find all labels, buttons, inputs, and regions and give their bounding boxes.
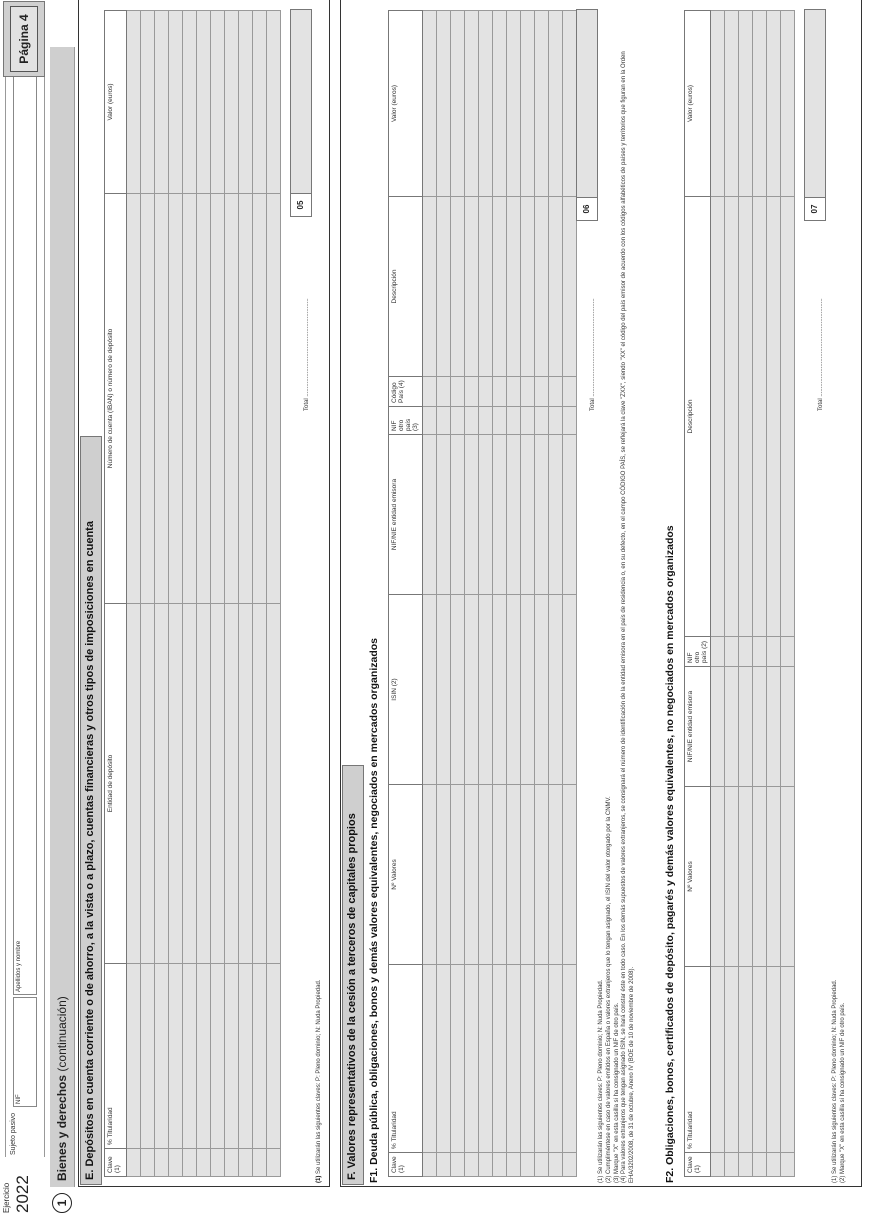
table-row [211, 11, 225, 1177]
table-row [436, 11, 450, 1177]
input-cell[interactable] [506, 595, 520, 785]
f1-col-isin: ISIN (2) [389, 595, 423, 785]
section-f-title: F. Valores representativos de la cesión a terceros de capitales propios [346, 813, 358, 1180]
input-cell[interactable] [450, 377, 464, 407]
input-cell[interactable] [155, 1149, 169, 1177]
input-cell[interactable] [492, 965, 506, 1153]
input-cell[interactable] [211, 604, 225, 964]
input-cell[interactable] [450, 11, 464, 197]
input-cell[interactable] [520, 197, 534, 377]
input-cell[interactable] [422, 407, 436, 435]
input-cell[interactable] [239, 604, 253, 964]
table-row [422, 11, 436, 1177]
input-cell[interactable] [225, 11, 239, 194]
input-cell[interactable] [141, 11, 155, 194]
input-cell[interactable] [422, 965, 436, 1153]
input-cell[interactable] [753, 1153, 767, 1177]
input-cell[interactable] [492, 407, 506, 435]
table-row [781, 11, 795, 1177]
input-cell[interactable] [492, 595, 506, 785]
col-iban: Número de cuenta (IBAN) o número de depósito [105, 194, 127, 604]
input-cell[interactable] [478, 965, 492, 1153]
f1-col-nif-otro: NIF otro país (3) [389, 407, 423, 435]
sujeto-pasivo-label: Sujeto pasivo [10, 1112, 17, 1155]
table-row [711, 11, 725, 1177]
input-cell[interactable] [183, 11, 197, 194]
table-row [267, 11, 281, 1177]
input-cell[interactable] [464, 1153, 478, 1177]
input-cell[interactable] [478, 1153, 492, 1177]
table-row [155, 11, 169, 1177]
input-cell[interactable] [436, 595, 450, 785]
input-cell[interactable] [225, 194, 239, 604]
input-cell[interactable] [225, 1149, 239, 1177]
input-cell[interactable] [239, 11, 253, 194]
input-cell[interactable] [562, 1153, 576, 1177]
input-cell[interactable] [267, 11, 281, 194]
total-f1-code: 06 [576, 197, 598, 221]
input-cell[interactable] [197, 604, 211, 964]
input-cell[interactable] [753, 787, 767, 967]
input-cell[interactable] [548, 377, 562, 407]
input-cell[interactable] [422, 595, 436, 785]
input-cell[interactable] [739, 197, 753, 637]
f2-col-nif-otro: NIF otro país (2) [685, 637, 711, 667]
table-row [253, 11, 267, 1177]
input-cell[interactable] [520, 595, 534, 785]
input-cell[interactable] [253, 604, 267, 964]
input-cell[interactable] [436, 1153, 450, 1177]
input-cell[interactable] [436, 965, 450, 1153]
input-cell[interactable] [725, 637, 739, 667]
input-cell[interactable] [534, 785, 548, 965]
input-cell[interactable] [155, 11, 169, 194]
input-cell[interactable] [155, 604, 169, 964]
input-cell[interactable] [548, 435, 562, 595]
section-e-title-bar [80, 436, 102, 1185]
table-row [506, 11, 520, 1177]
input-cell[interactable] [562, 11, 576, 197]
input-cell[interactable] [520, 435, 534, 595]
input-cell[interactable] [767, 197, 781, 637]
section-f-title-bar [342, 765, 364, 1185]
section-e-table [104, 10, 281, 1177]
input-cell[interactable] [464, 407, 478, 435]
input-cell[interactable] [534, 965, 548, 1153]
input-cell[interactable] [562, 595, 576, 785]
input-cell[interactable] [767, 967, 781, 1153]
col-valor: Valor (euros) [105, 11, 127, 194]
f2-col-titularidad: % Titularidad [685, 967, 711, 1153]
ejercicio-label: Ejercicio [2, 1182, 11, 1213]
input-cell[interactable] [183, 1149, 197, 1177]
input-cell[interactable] [141, 964, 155, 1149]
input-cell[interactable] [725, 197, 739, 637]
input-cell[interactable] [183, 194, 197, 604]
input-cell[interactable] [520, 11, 534, 197]
input-cell[interactable] [197, 964, 211, 1149]
table-row [534, 11, 548, 1177]
input-cell[interactable] [211, 964, 225, 1149]
input-cell[interactable] [520, 1153, 534, 1177]
table-row [520, 11, 534, 1177]
input-cell[interactable] [155, 194, 169, 604]
input-cell[interactable] [753, 197, 767, 637]
input-cell[interactable] [506, 377, 520, 407]
input-cell[interactable] [422, 1153, 436, 1177]
input-cell[interactable] [534, 407, 548, 435]
input-cell[interactable] [711, 11, 725, 197]
input-cell[interactable] [492, 197, 506, 377]
table-row [492, 11, 506, 1177]
input-cell[interactable] [464, 595, 478, 785]
total-e-field[interactable] [290, 9, 312, 194]
input-cell[interactable] [548, 785, 562, 965]
input-cell[interactable] [711, 967, 725, 1153]
f1-col-titularidad: % Titularidad [389, 965, 423, 1153]
input-cell[interactable] [239, 194, 253, 604]
table-row [548, 11, 562, 1177]
input-cell[interactable] [225, 604, 239, 964]
input-cell[interactable] [520, 785, 534, 965]
input-cell[interactable] [562, 197, 576, 377]
input-cell[interactable] [520, 965, 534, 1153]
input-cell[interactable] [781, 197, 795, 637]
f2-col-valor: Valor (euros) [685, 11, 711, 197]
input-cell[interactable] [767, 637, 781, 667]
input-cell[interactable] [478, 377, 492, 407]
f1-col-valores: Nº Valores [389, 785, 423, 965]
input-cell[interactable] [781, 787, 795, 967]
input-cell[interactable] [506, 407, 520, 435]
input-cell[interactable] [534, 1153, 548, 1177]
input-cell[interactable] [506, 435, 520, 595]
input-cell[interactable] [548, 595, 562, 785]
input-cell[interactable] [753, 667, 767, 787]
input-cell[interactable] [562, 407, 576, 435]
table-row [753, 11, 767, 1177]
input-cell[interactable] [169, 964, 183, 1149]
f2-title: F2. Obligaciones, bonos, certificados de depósito, pagarés y demás valores equivalentes, no negociados en mercados organizados [664, 525, 676, 1183]
nif-label: NIF [16, 1094, 22, 1104]
input-cell[interactable] [725, 1153, 739, 1177]
input-cell[interactable] [422, 435, 436, 595]
input-cell[interactable] [739, 637, 753, 667]
input-cell[interactable] [753, 637, 767, 667]
section-1-title: Bienes y derechos [55, 1074, 69, 1181]
input-cell[interactable] [436, 11, 450, 197]
input-cell[interactable] [127, 1149, 141, 1177]
col-titularidad: % Titularidad [105, 964, 127, 1149]
input-cell[interactable] [506, 785, 520, 965]
input-cell[interactable] [464, 435, 478, 595]
table-row [739, 11, 753, 1177]
input-cell[interactable] [267, 194, 281, 604]
input-cell[interactable] [422, 785, 436, 965]
input-cell[interactable] [169, 194, 183, 604]
input-cell[interactable] [548, 1153, 562, 1177]
input-cell[interactable] [253, 194, 267, 604]
input-cell[interactable] [127, 11, 141, 194]
input-cell[interactable] [450, 965, 464, 1153]
input-cell[interactable] [781, 967, 795, 1153]
input-cell[interactable] [548, 197, 562, 377]
table-row [141, 11, 155, 1177]
input-cell[interactable] [450, 407, 464, 435]
total-f2-label: Total ........................................................... [818, 298, 824, 411]
f2-notes: (1) Se utilizarán las siguientes claves: P: Pleno dominio; N: Nuda Propiedad. (2) Marque "X" en esta casilla si ha consignado un NIF de otro país. [832, 979, 846, 1183]
input-cell[interactable] [478, 785, 492, 965]
f1-table [388, 10, 577, 1177]
f1-col-codigo-pais: Código País (4) [389, 377, 423, 407]
input-cell[interactable] [506, 197, 520, 377]
f2-col-nif: NIF/NIE entidad emisora [685, 667, 711, 787]
input-cell[interactable] [739, 667, 753, 787]
input-cell[interactable] [739, 11, 753, 197]
input-cell[interactable] [492, 785, 506, 965]
input-cell[interactable] [478, 595, 492, 785]
input-cell[interactable] [781, 637, 795, 667]
f1-col-valor: Valor (euros) [389, 11, 423, 197]
input-cell[interactable] [725, 667, 739, 787]
table-row [225, 11, 239, 1177]
input-cell[interactable] [562, 785, 576, 965]
input-cell[interactable] [450, 197, 464, 377]
table-row [127, 11, 141, 1177]
input-cell[interactable] [520, 407, 534, 435]
input-cell[interactable] [436, 407, 450, 435]
input-cell[interactable] [239, 1149, 253, 1177]
table-row [725, 11, 739, 1177]
table-row [197, 11, 211, 1177]
input-cell[interactable] [767, 667, 781, 787]
input-cell[interactable] [239, 964, 253, 1149]
input-cell[interactable] [781, 1153, 795, 1177]
apellidos-field[interactable] [13, 49, 37, 995]
total-f1-field[interactable] [576, 9, 598, 198]
f1-col-clave: Clave (1) [389, 1153, 423, 1177]
input-cell[interactable] [450, 785, 464, 965]
input-cell[interactable] [422, 197, 436, 377]
input-cell[interactable] [725, 967, 739, 1153]
input-cell[interactable] [534, 11, 548, 197]
input-cell[interactable] [492, 377, 506, 407]
input-cell[interactable] [197, 1149, 211, 1177]
input-cell[interactable] [534, 435, 548, 595]
input-cell[interactable] [450, 595, 464, 785]
input-cell[interactable] [169, 1149, 183, 1177]
input-cell[interactable] [464, 197, 478, 377]
input-cell[interactable] [478, 197, 492, 377]
input-cell[interactable] [548, 407, 562, 435]
input-cell[interactable] [211, 11, 225, 194]
total-f2-code: 07 [804, 197, 826, 221]
input-cell[interactable] [197, 11, 211, 194]
input-cell[interactable] [253, 964, 267, 1149]
input-cell[interactable] [534, 377, 548, 407]
input-cell[interactable] [155, 964, 169, 1149]
input-cell[interactable] [492, 1153, 506, 1177]
input-cell[interactable] [436, 197, 450, 377]
input-cell[interactable] [711, 197, 725, 637]
input-cell[interactable] [753, 11, 767, 197]
input-cell[interactable] [211, 1149, 225, 1177]
input-cell[interactable] [506, 965, 520, 1153]
pagina-label: Página 4 [10, 6, 38, 72]
input-cell[interactable] [141, 194, 155, 604]
total-e-code: 05 [290, 193, 312, 217]
input-cell[interactable] [548, 11, 562, 197]
section-1-subtitle: (continuación) [55, 996, 69, 1072]
input-cell[interactable] [711, 667, 725, 787]
table-row [767, 11, 781, 1177]
input-cell[interactable] [225, 964, 239, 1149]
input-cell[interactable] [183, 604, 197, 964]
col-clave: Clave (1) [105, 1149, 127, 1177]
f1-notes: (1) Se utilizarán las siguientes claves: P: Pleno dominio; N: Nuda Propiedad. (2) Cumpliméntese en caso de valores emitidos en España o valores extranjeros que lo tengan asignado, el ISIN del valor otorgado por la CNMV. (3) Marque "X" en esta casilla si ha consignado un NIF de otro país. (4) Para valores extranjeros que tengan asignado ISIN, se hará constar éste en todo caso. En los demás supuestos de valores extranjeros, se consignará el número de identificación de la entidad emisora en el país de residencia o, en su defecto, en el campo CÓDIGO PAÍS, se reflejará la clave "ZXX", siendo "XX" el código del país emisor de acuerdo con los códigos alfabéticos de países y territorios que figuran en la Orden EHA/3202/2008, de 31 de octubre, Anexo IV (BOE de 10 de noviembre de 2008). [598, 51, 636, 1183]
input-cell[interactable] [141, 604, 155, 964]
input-cell[interactable] [753, 967, 767, 1153]
input-cell[interactable] [492, 11, 506, 197]
input-cell[interactable] [141, 1149, 155, 1177]
input-cell[interactable] [436, 377, 450, 407]
input-cell[interactable] [711, 637, 725, 667]
table-row [239, 11, 253, 1177]
section-1-bar [50, 47, 75, 1187]
input-cell[interactable] [436, 435, 450, 595]
input-cell[interactable] [767, 11, 781, 197]
f1-col-nif: NIF/NIE entidad emisora [389, 435, 423, 595]
input-cell[interactable] [127, 604, 141, 964]
input-cell[interactable] [520, 377, 534, 407]
ejercicio-value: 2022 [13, 1175, 32, 1213]
f2-col-clave: Clave (1) [685, 1153, 711, 1177]
section-e-note: (1) Se utilizarán las siguientes claves: P: Pleno dominio; N: Nuda Propiedad. [316, 979, 322, 1183]
input-cell[interactable] [739, 1153, 753, 1177]
input-cell[interactable] [267, 964, 281, 1149]
input-cell[interactable] [534, 197, 548, 377]
input-cell[interactable] [253, 11, 267, 194]
input-cell[interactable] [436, 785, 450, 965]
input-cell[interactable] [767, 787, 781, 967]
f1-col-descripcion: Descripción [389, 197, 423, 377]
input-cell[interactable] [711, 1153, 725, 1177]
input-cell[interactable] [267, 1149, 281, 1177]
f2-table [684, 10, 795, 1177]
input-cell[interactable] [197, 194, 211, 604]
total-f2-field[interactable] [804, 9, 826, 198]
input-cell[interactable] [127, 964, 141, 1149]
input-cell[interactable] [422, 377, 436, 407]
input-cell[interactable] [725, 11, 739, 197]
f2-col-valores: Nº Valores [685, 787, 711, 967]
input-cell[interactable] [464, 785, 478, 965]
input-cell[interactable] [127, 194, 141, 604]
pagina-badge [3, 1, 45, 77]
input-cell[interactable] [450, 435, 464, 595]
input-cell[interactable] [548, 965, 562, 1153]
input-cell[interactable] [534, 595, 548, 785]
input-cell[interactable] [562, 377, 576, 407]
input-cell[interactable] [562, 965, 576, 1153]
input-cell[interactable] [169, 604, 183, 964]
col-entidad: Entidad de depósito [105, 604, 127, 964]
table-row [183, 11, 197, 1177]
input-cell[interactable] [169, 11, 183, 194]
input-cell[interactable] [781, 11, 795, 197]
input-cell[interactable] [253, 1149, 267, 1177]
input-cell[interactable] [183, 964, 197, 1149]
input-cell[interactable] [725, 787, 739, 967]
input-cell[interactable] [267, 604, 281, 964]
apellidos-label: Apellidos y nombre [16, 940, 22, 992]
input-cell[interactable] [478, 11, 492, 197]
input-cell[interactable] [739, 967, 753, 1153]
input-cell[interactable] [506, 11, 520, 197]
input-cell[interactable] [781, 667, 795, 787]
total-e-label: Total ........................................................... [304, 298, 310, 411]
table-row [562, 11, 576, 1177]
input-cell[interactable] [464, 377, 478, 407]
table-row [169, 11, 183, 1177]
input-cell[interactable] [506, 1153, 520, 1177]
input-cell[interactable] [450, 1153, 464, 1177]
section-number: 1 [52, 1193, 72, 1213]
table-row [450, 11, 464, 1177]
input-cell[interactable] [767, 1153, 781, 1177]
input-cell[interactable] [739, 787, 753, 967]
input-cell[interactable] [562, 435, 576, 595]
f1-title: F1. Deuda pública, obligaciones, bonos y demás valores equivalentes, negociados en mercados organizados [368, 638, 380, 1183]
total-f1-label: Total ........................................................... [590, 298, 596, 411]
input-cell[interactable] [422, 11, 436, 197]
nif-field[interactable] [13, 997, 37, 1107]
input-cell[interactable] [464, 11, 478, 197]
table-row [478, 11, 492, 1177]
table-row [464, 11, 478, 1177]
f2-col-descripcion: Descripción [685, 197, 711, 637]
input-cell[interactable] [492, 435, 506, 595]
input-cell[interactable] [478, 435, 492, 595]
section-e-title: E. Depósitos en cuenta corriente o de ahorro, a la vista o a plazo, cuentas financieras y otros tipos de imposiciones en cuenta [84, 521, 96, 1180]
input-cell[interactable] [478, 407, 492, 435]
input-cell[interactable] [711, 787, 725, 967]
input-cell[interactable] [211, 194, 225, 604]
input-cell[interactable] [464, 965, 478, 1153]
